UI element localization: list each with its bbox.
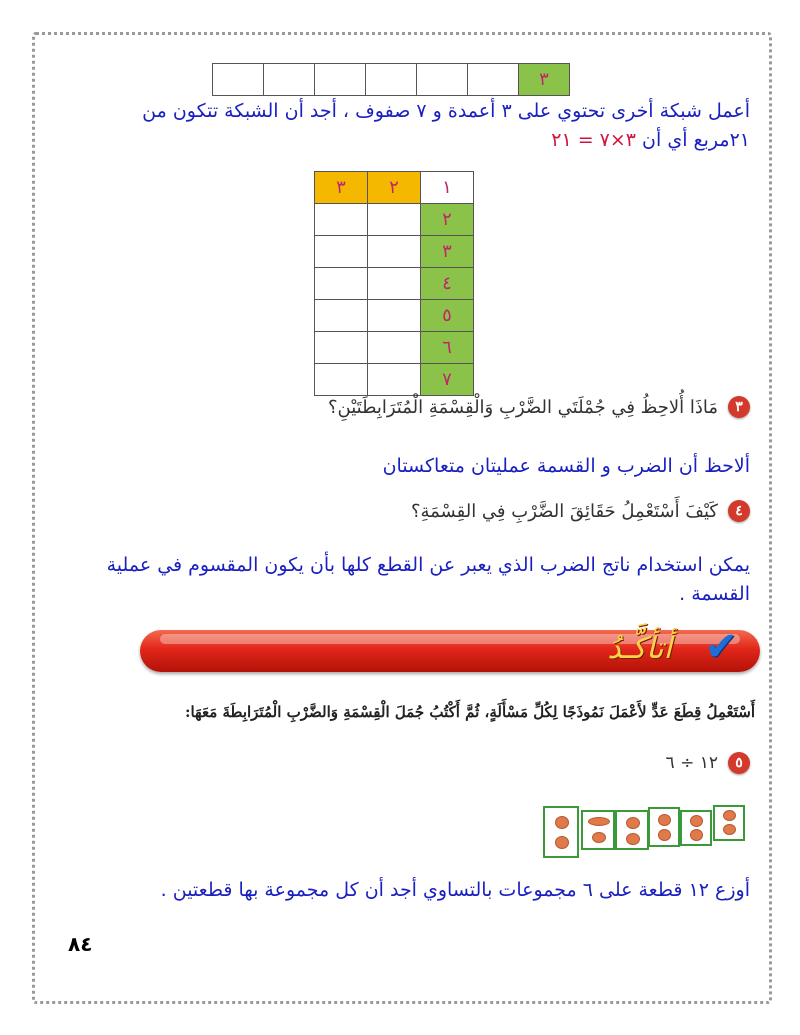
question-3	[328, 396, 750, 418]
strip-cell	[416, 63, 468, 96]
grid-row	[315, 268, 474, 300]
strip-cell	[212, 63, 264, 96]
grid-cell	[314, 267, 368, 300]
paragraph-line-1: أعمل شبكة أخرى تحتوي على ٣ أعمدة و ٧ صفوف ، أجد أن الشبكة تتكون من	[142, 100, 750, 122]
question-number-badge: ٥	[728, 752, 750, 774]
grid-row	[315, 364, 474, 396]
question-number-badge: ٤	[728, 500, 750, 522]
counter-group	[615, 810, 649, 850]
multiplication-sentence: ٣×٧ = ٢١	[551, 129, 637, 151]
grid-cell	[367, 267, 421, 300]
grid-header-cell: ١	[420, 171, 474, 204]
checkmark-icon: ✔	[704, 624, 738, 670]
grid-side-cell: ٦	[420, 331, 474, 364]
grid-header-cell: ٣	[314, 171, 368, 204]
grid-cell	[314, 299, 368, 332]
paragraph-grid-description	[30, 97, 750, 155]
section-banner	[140, 624, 760, 672]
answer-5: أوزع ١٢ قطعة على ٦ مجموعات بالتساوي أجد أن كل مجموعة بها قطعتين .	[160, 879, 750, 901]
grid-row	[315, 332, 474, 364]
strip-cell	[365, 63, 417, 96]
grid-cell	[367, 363, 421, 396]
grid-row	[315, 204, 474, 236]
grid-cell	[367, 235, 421, 268]
question-text: ١٢ ÷ ٦	[665, 753, 718, 773]
grid-side-cell: ٤	[420, 267, 474, 300]
grid-side-cell: ٣	[420, 235, 474, 268]
grid-side-cell: ٢	[420, 203, 474, 236]
counter-group	[543, 806, 579, 858]
grid-cell	[367, 299, 421, 332]
grid-header-cell: ٢	[367, 171, 421, 204]
top-strip-grid	[213, 63, 570, 96]
counter-group	[648, 807, 680, 847]
question-text: كَيْفَ أَسْتَعْمِلُ حَقَائِقَ الضَّرْبِ فِي القِسْمَةِ؟	[410, 500, 718, 522]
counter-group	[680, 810, 712, 846]
strip-cell	[263, 63, 315, 96]
paragraph-line-2	[30, 126, 750, 155]
answer-4	[30, 551, 750, 609]
strip-cell-highlight: ٣	[518, 63, 570, 96]
question-4	[411, 500, 750, 522]
strip-cell	[314, 63, 366, 96]
answer-4-line-1: يمكن استخدام ناتج الضرب الذي يعبر عن القطع كلها بأن يكون المقسوم في عملية	[106, 554, 750, 576]
question-text: مَاذَا أُلاحِظُ فِي جُمْلَتَي الضَّرْبِ وَالْقِسْمَةِ الْمُتَرَابِطَتَيْنِ؟	[327, 396, 718, 418]
grid-cell	[314, 331, 368, 364]
grid-cell	[314, 363, 368, 396]
page-number: ٨٤	[68, 932, 93, 956]
grid-cell	[367, 203, 421, 236]
grid-row	[315, 300, 474, 332]
grid-side-cell: ٧	[420, 363, 474, 396]
answer-4-line-2: القسمة .	[679, 583, 750, 605]
answer-3: ألاحظ أن الضرب و القسمة عمليتان متعاكستان	[382, 455, 750, 477]
grid-row	[315, 236, 474, 268]
banner-title: أتأكَّـدُ	[607, 631, 672, 666]
grid-header-row	[315, 172, 474, 204]
strip-cell	[467, 63, 519, 96]
counter-group	[713, 805, 745, 841]
exercise-instruction: أَسْتَعْمِلُ قِطَعَ عَدٍّ لأَعْمَلَ نَمُوذَجًا لِكُلِّ مَسْأَلَةٍ، ثُمَّ أَكْتُبُ جُمَلَ الْقِسْمَةِ وَالضَّرْبِ الْمُتَرَابِطَةَ مَعَهَا:	[184, 703, 755, 721]
grid-cell	[367, 331, 421, 364]
multiplication-grid	[315, 172, 474, 396]
grid-cell	[314, 203, 368, 236]
counter-group	[581, 810, 615, 850]
question-number-badge: ٣	[728, 396, 750, 418]
grid-cell	[314, 235, 368, 268]
paragraph-line-2-text: ٢١مربع أي أن	[636, 129, 750, 151]
grid-side-cell: ٥	[420, 299, 474, 332]
question-5	[666, 752, 750, 774]
